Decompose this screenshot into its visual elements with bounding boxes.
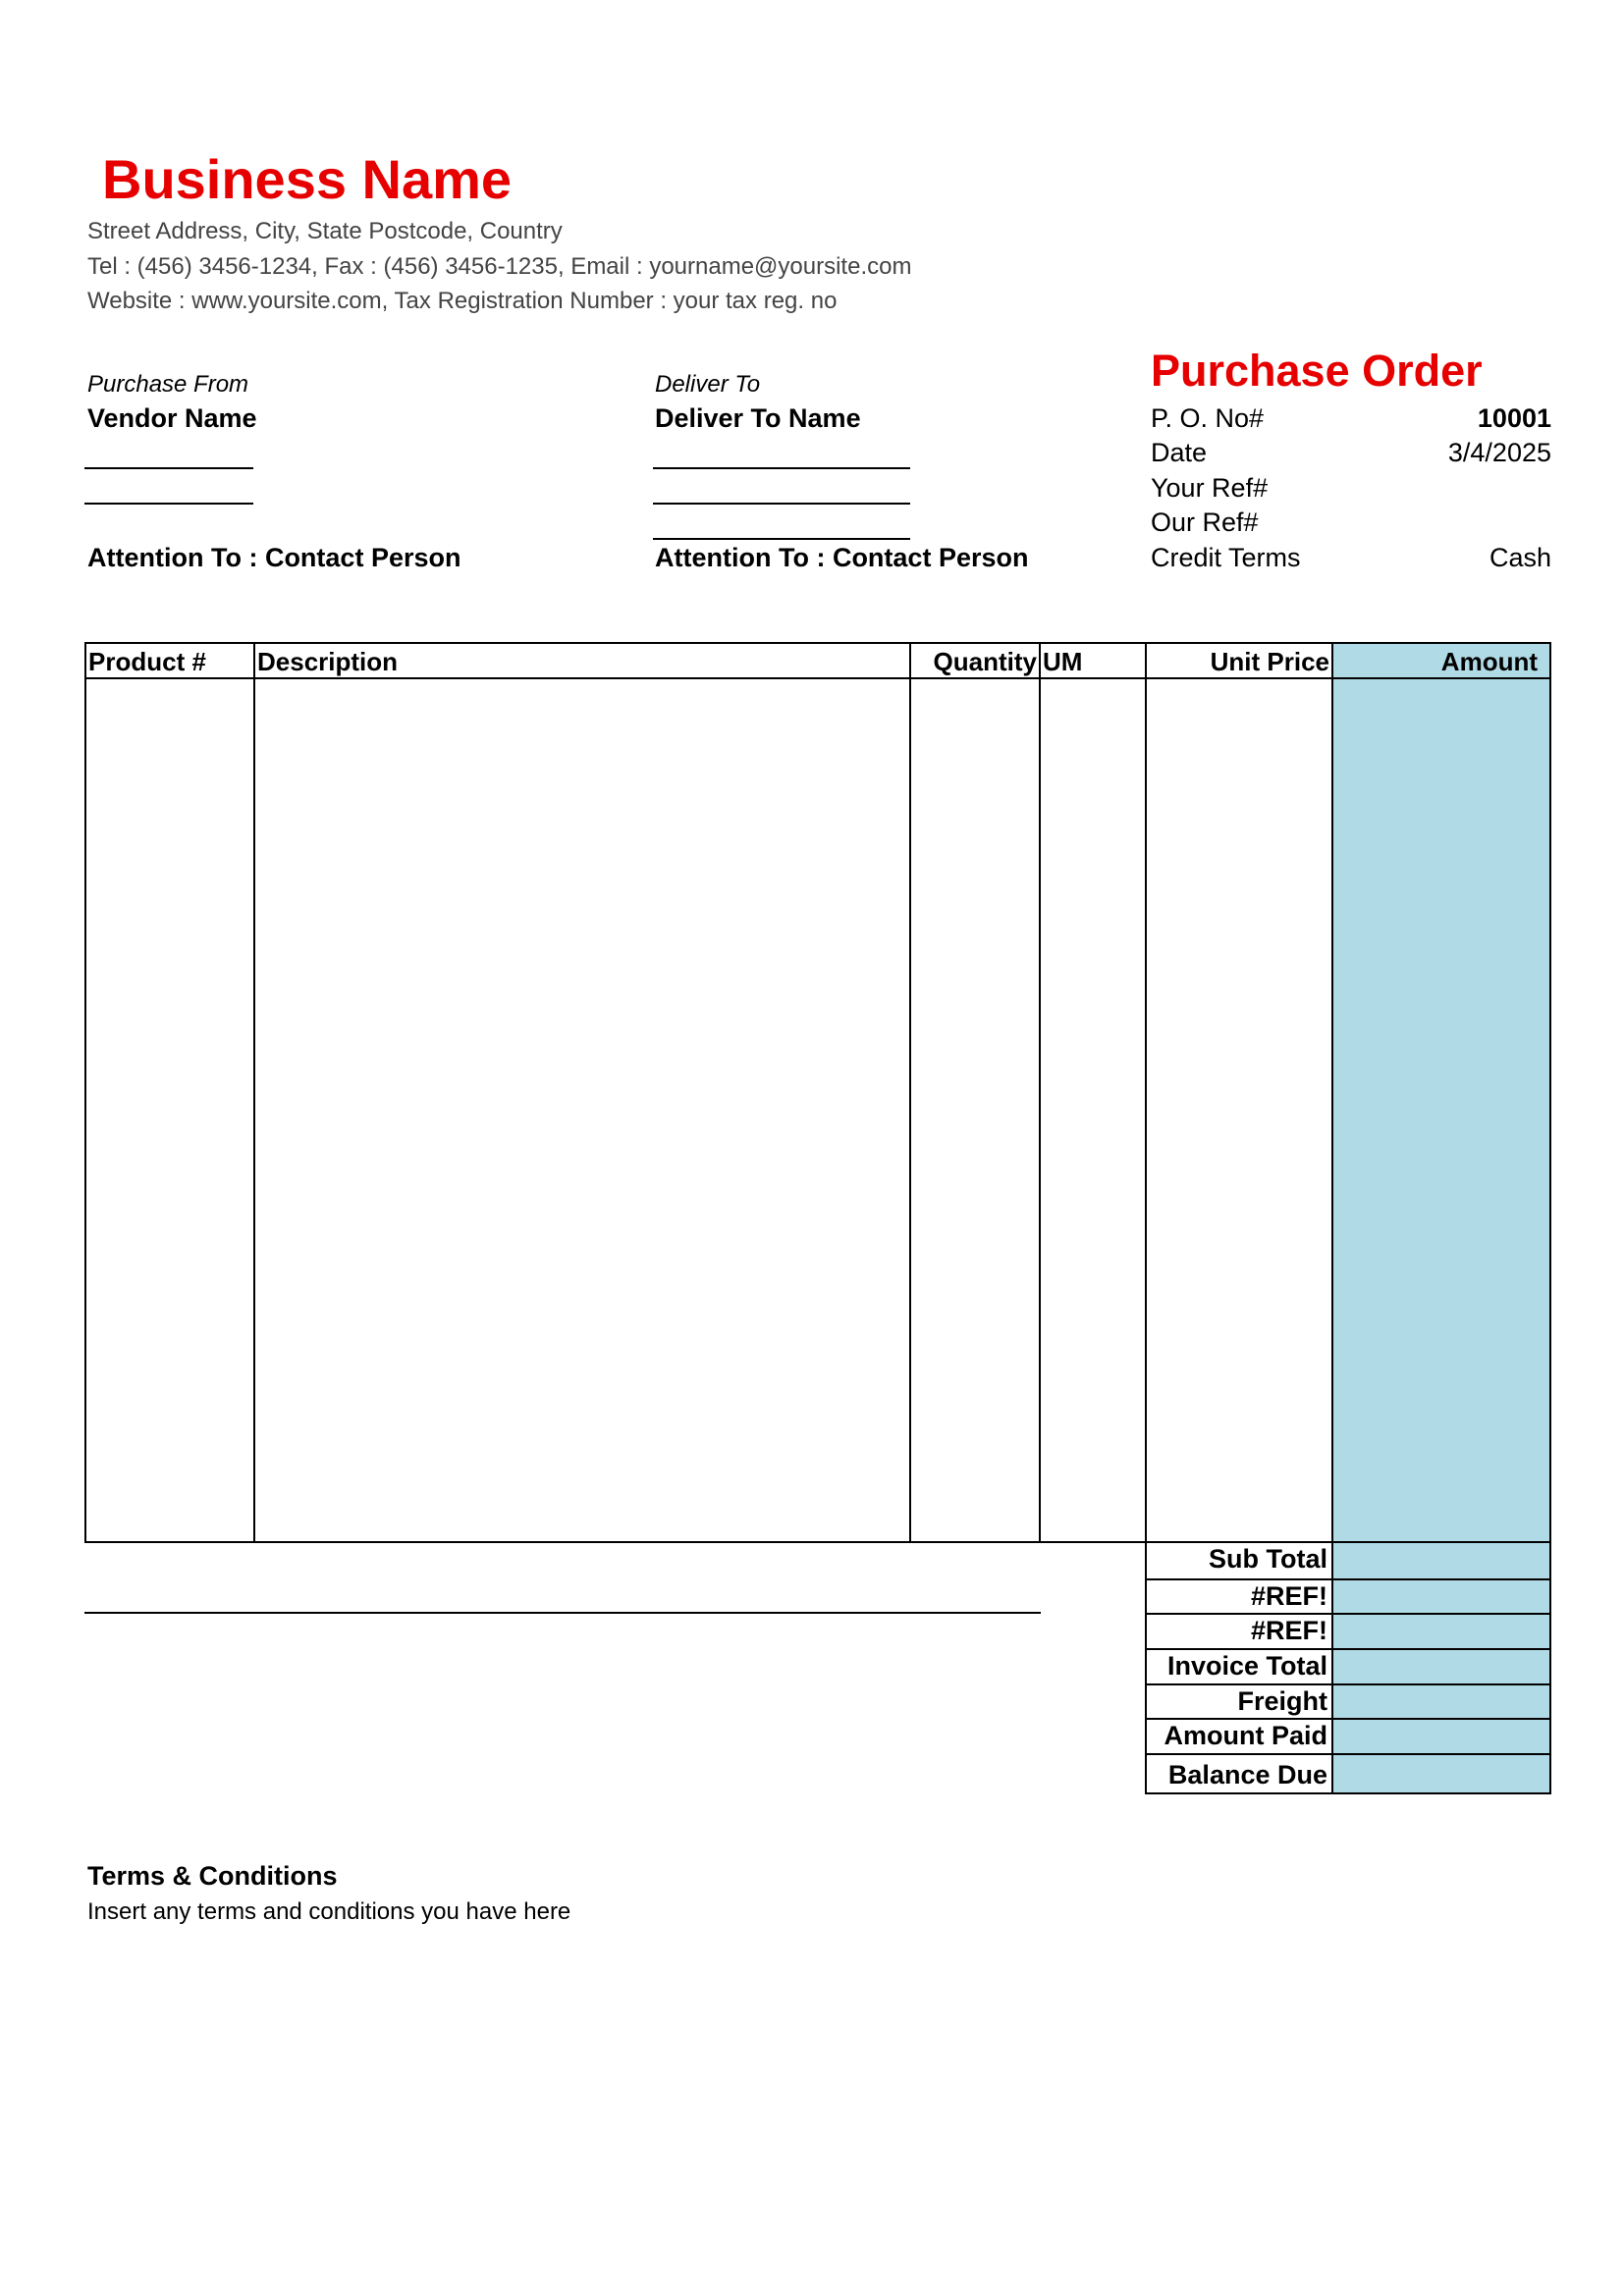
deliver-address-line-1 bbox=[653, 467, 910, 469]
deliver-to-label: Deliver To bbox=[655, 371, 761, 398]
items-table bbox=[84, 642, 1551, 1543]
totals-block bbox=[1145, 1541, 1551, 1794]
vendor-address-line-1 bbox=[84, 467, 253, 469]
amount-column-fill bbox=[1331, 644, 1549, 1541]
header-amount: Amount bbox=[1440, 647, 1538, 676]
column-divider bbox=[253, 644, 255, 1541]
po-our-ref-label: Our Ref# bbox=[1151, 507, 1259, 537]
ref-value-2 bbox=[1331, 1615, 1549, 1648]
balance-due-row bbox=[1147, 1753, 1549, 1792]
comment-line bbox=[84, 1612, 1041, 1614]
vendor-address-line-2 bbox=[84, 503, 253, 505]
column-divider bbox=[1145, 644, 1147, 1541]
po-number-label: P. O. No# bbox=[1151, 403, 1265, 433]
header-description: Description bbox=[257, 647, 399, 676]
terms-title: Terms & Conditions bbox=[87, 1861, 338, 1891]
business-contact: Tel : (456) 3456-1234, Fax : (456) 3456-1235, Email : yourname@yoursite.com bbox=[87, 253, 912, 280]
subtotal-value bbox=[1331, 1543, 1549, 1578]
business-website: Website : www.yoursite.com, Tax Registration Number : your tax reg. no bbox=[87, 288, 838, 314]
freight-row bbox=[1147, 1683, 1549, 1719]
invoice-total-row bbox=[1147, 1648, 1549, 1683]
deliver-attention: Attention To : Contact Person bbox=[655, 543, 1029, 572]
invoice-total-label: Invoice Total bbox=[1166, 1651, 1327, 1682]
po-date-label: Date bbox=[1151, 438, 1208, 467]
po-number-row bbox=[1151, 403, 1551, 439]
header-um: UM bbox=[1043, 647, 1083, 676]
po-credit-terms-row bbox=[1151, 543, 1551, 578]
purchase-from-label: Purchase From bbox=[87, 371, 249, 398]
freight-label: Freight bbox=[1237, 1685, 1327, 1716]
subtotal-label: Sub Total bbox=[1209, 1544, 1327, 1574]
ref-row-2 bbox=[1147, 1613, 1549, 1648]
po-date-value: 3/4/2025 bbox=[1447, 438, 1551, 467]
amount-paid-value bbox=[1331, 1720, 1549, 1753]
freight-value bbox=[1331, 1685, 1549, 1719]
column-divider bbox=[1331, 644, 1333, 1541]
po-your-ref-label: Your Ref# bbox=[1151, 473, 1269, 503]
ref-label-2: #REF! bbox=[1250, 1616, 1327, 1646]
column-divider bbox=[909, 644, 911, 1541]
ref-row-1 bbox=[1147, 1578, 1549, 1614]
invoice-total-value bbox=[1331, 1650, 1549, 1683]
business-address: Street Address, City, State Postcode, Country bbox=[87, 218, 563, 244]
amount-paid-row bbox=[1147, 1718, 1549, 1753]
ref-label-1: #REF! bbox=[1250, 1580, 1327, 1611]
po-your-ref-row bbox=[1151, 473, 1551, 508]
amount-paid-label: Amount Paid bbox=[1164, 1721, 1327, 1751]
po-title: Purchase Order bbox=[1151, 346, 1483, 396]
po-date-row bbox=[1151, 438, 1551, 473]
column-divider bbox=[1039, 644, 1041, 1541]
po-credit-terms-value: Cash bbox=[1489, 543, 1551, 572]
table-header-divider bbox=[86, 677, 1549, 679]
ref-value-1 bbox=[1331, 1580, 1549, 1614]
po-credit-terms-label: Credit Terms bbox=[1151, 543, 1301, 572]
vendor-attention: Attention To : Contact Person bbox=[87, 543, 461, 572]
header-unit-price: Unit Price bbox=[1210, 647, 1329, 676]
terms-text: Insert any terms and conditions you have here bbox=[87, 1898, 571, 1925]
deliver-to-name: Deliver To Name bbox=[655, 403, 861, 433]
balance-due-label: Balance Due bbox=[1167, 1760, 1327, 1790]
vendor-name: Vendor Name bbox=[87, 403, 257, 433]
po-number-value: 10001 bbox=[1477, 403, 1551, 433]
subtotal-row bbox=[1147, 1543, 1549, 1578]
deliver-address-line-3 bbox=[653, 538, 910, 540]
header-product-number: Product # bbox=[88, 647, 206, 676]
deliver-address-line-2 bbox=[653, 503, 910, 505]
balance-due-value bbox=[1331, 1755, 1549, 1792]
business-name: Business Name bbox=[102, 148, 513, 210]
po-our-ref-row bbox=[1151, 507, 1551, 543]
header-quantity: Quantity bbox=[933, 647, 1037, 676]
